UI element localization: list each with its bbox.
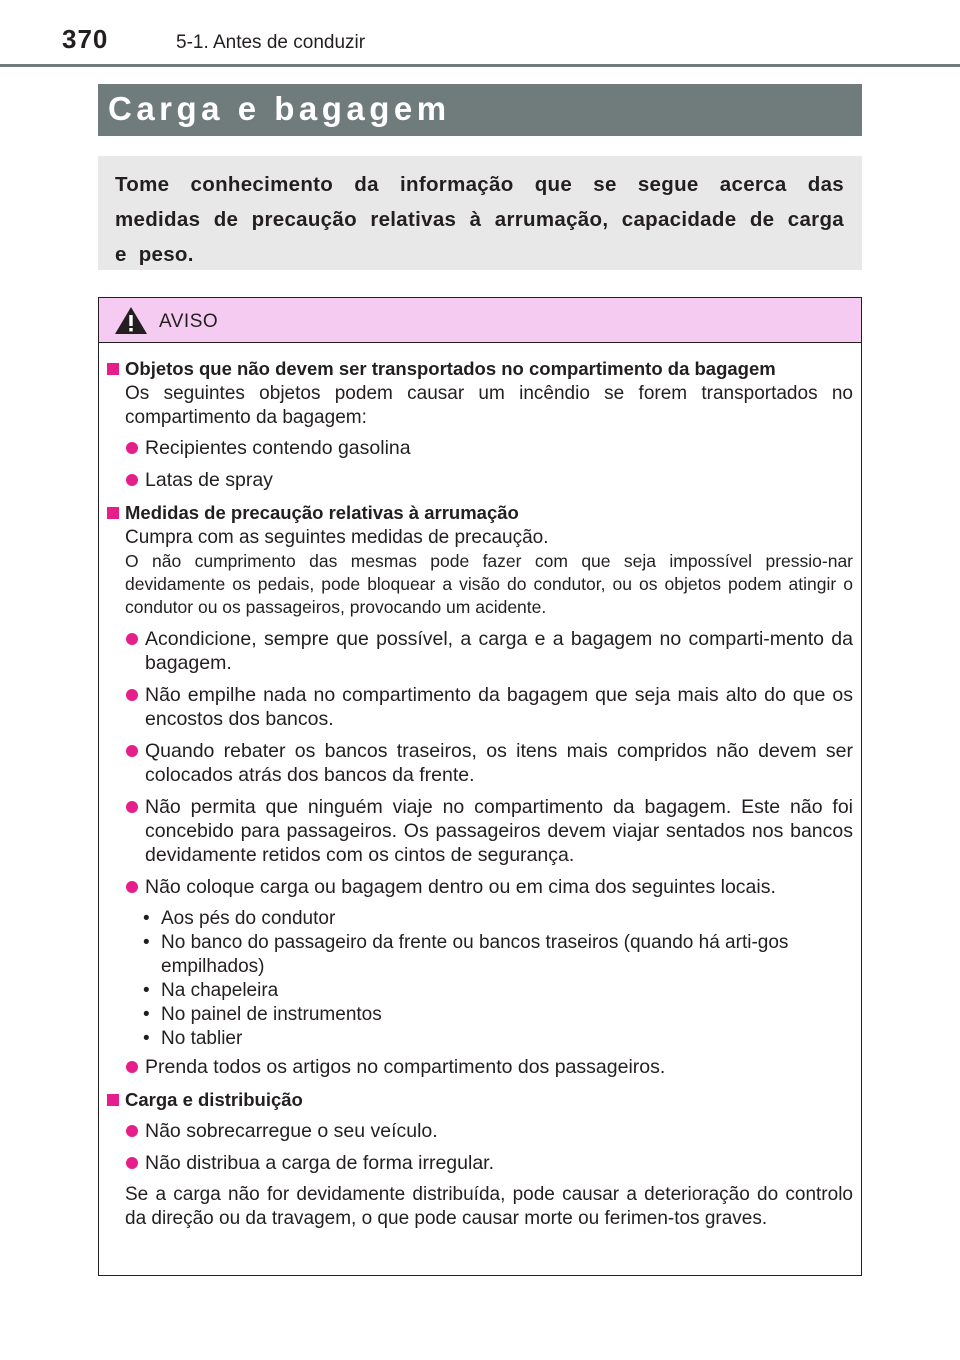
circle-bullet-icon — [126, 689, 138, 701]
list-item — [99, 1119, 861, 1143]
list-item — [99, 1055, 861, 1079]
square-bullet-icon — [107, 363, 119, 375]
section-heading-text: Medidas de precaução relativas à arrumação — [125, 502, 519, 523]
page-number: 370 — [62, 24, 109, 54]
list-item-text: Latas de spray — [145, 469, 273, 491]
section-heading-text: Objetos que não devem ser transportados no compartimento da bagagem — [125, 358, 776, 379]
warning-header — [99, 298, 861, 343]
circle-bullet-icon — [126, 442, 138, 454]
paragraph: Se a carga não for devidamente distribuída, pode causar a deterioração do controlo da direção ou da travagem, o que pode causar morte ou ferimen-tos graves. — [125, 1184, 853, 1229]
square-bullet-icon — [107, 1094, 119, 1106]
sub-list-item-text: Na chapeleira — [161, 980, 279, 1001]
circle-bullet-icon — [126, 1125, 138, 1137]
sub-list-item: • No painel de instrumentos — [143, 1004, 382, 1025]
section-heading-text: Carga e distribuição — [125, 1089, 303, 1110]
sub-list-item-text: No painel de instrumentos — [161, 1004, 382, 1025]
warning-triangle-icon — [114, 306, 148, 335]
paragraph: O não cumprimento das mesmas pode fazer com que seja impossível pressio-nar devidamente os pedais, pode bloquear a visão do condutor, ou os objetos podem atingir o condutor ou os passageiros, provocando um acidente. — [125, 551, 853, 617]
circle-bullet-icon — [126, 801, 138, 813]
circle-bullet-icon — [126, 1157, 138, 1169]
sub-list-item: • Aos pés do condutor — [143, 908, 336, 929]
list-item — [99, 795, 861, 867]
list-item-text: Prenda todos os artigos no compartimento dos passageiros. — [145, 1056, 666, 1078]
sub-list-item: • No tablier — [143, 1028, 243, 1049]
list-item — [99, 468, 861, 492]
warning-box — [98, 297, 862, 1276]
list-item — [99, 683, 861, 731]
page-title: Carga e bagagem — [98, 84, 862, 136]
section-label: 5-1. Antes de conduzir — [176, 32, 366, 53]
warning-label: AVISO — [159, 311, 219, 332]
intro-text: Tome conhecimento da informação que se segue acerca das medidas de precaução relativas à arrumação, capacidade de carga e peso. — [115, 173, 844, 266]
list-item — [99, 436, 861, 460]
list-item — [99, 739, 861, 787]
sub-list-item-text: No banco do passageiro da frente ou bancos traseiros (quando há arti-gos empilhados) — [161, 932, 789, 977]
intro-box — [98, 156, 862, 270]
list-item — [99, 875, 861, 899]
list-item-text: Recipientes contendo gasolina — [145, 437, 411, 459]
circle-bullet-icon — [126, 881, 138, 893]
circle-bullet-icon — [126, 633, 138, 645]
sub-list-item: • No banco do passageiro da frente ou bancos traseiros (quando há arti-gos empilhados) — [143, 932, 789, 977]
sub-list-item-text: Aos pés do condutor — [161, 908, 336, 929]
sub-list-item: • Na chapeleira — [143, 980, 279, 1001]
section-heading — [99, 356, 861, 382]
section-heading — [99, 1087, 861, 1113]
list-item — [99, 1151, 861, 1175]
sub-list-item-text: No tablier — [161, 1028, 243, 1049]
list-item-text: Não distribua a carga de forma irregular. — [145, 1152, 495, 1174]
header-rule — [0, 64, 960, 67]
list-item-text: Não permita que ninguém viaje no compartimento da bagagem. Este não foi concebido para passageiros. Os passageiros devem viajar sentados nos bancos devidamente retidos com os cintos de segurança. — [145, 796, 853, 866]
list-item-text: Acondicione, sempre que possível, a carga e a bagagem no comparti-mento da bagagem. — [145, 628, 853, 674]
circle-bullet-icon — [126, 745, 138, 757]
warning-body — [99, 356, 861, 1231]
list-item — [99, 627, 861, 675]
section-heading — [99, 500, 861, 526]
list-item-text: Não sobrecarregue o seu veículo. — [145, 1120, 438, 1142]
paragraph: Os seguintes objetos podem causar um incêndio se forem transportados no compartimento da bagagem: — [125, 383, 853, 428]
list-item-text: Não coloque carga ou bagagem dentro ou em cima dos seguintes locais. — [145, 876, 776, 898]
paragraph: Cumpra com as seguintes medidas de precaução. — [125, 527, 549, 548]
list-item-text: Quando rebater os bancos traseiros, os itens mais compridos não devem ser colocados atrás dos bancos da frente. — [145, 740, 853, 786]
circle-bullet-icon — [126, 474, 138, 486]
list-item-text: Não empilhe nada no compartimento da bagagem que seja mais alto do que os encostos dos bancos. — [145, 684, 853, 730]
circle-bullet-icon — [126, 1061, 138, 1073]
square-bullet-icon — [107, 507, 119, 519]
